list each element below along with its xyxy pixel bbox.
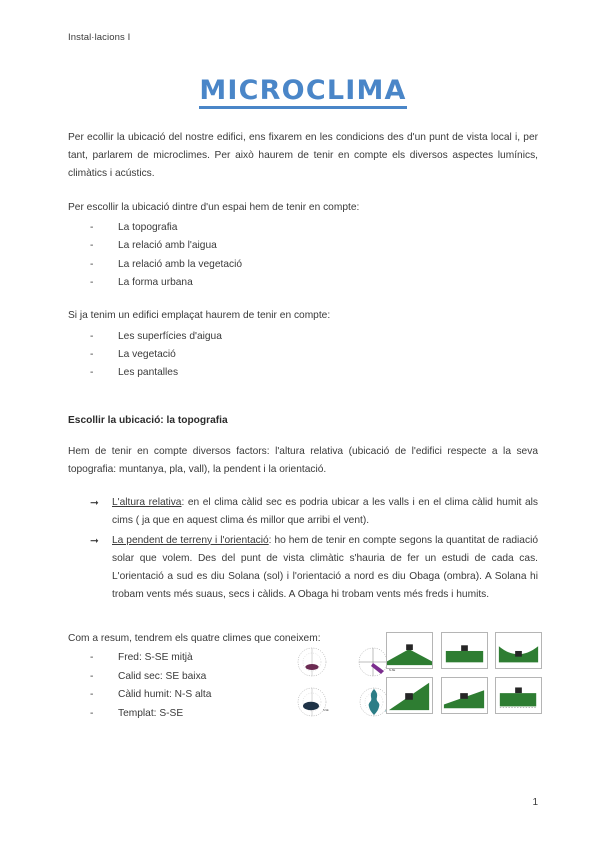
arrow-list-item — [90, 494, 538, 530]
list-item-label: Fred: S-SE mitjà — [118, 652, 193, 664]
dash-bullet-icon: - — [90, 240, 94, 252]
dash-bullet-icon: - — [90, 221, 94, 233]
topography-arrow-list — [68, 494, 538, 604]
list-item — [90, 364, 538, 382]
list-item — [90, 328, 538, 346]
document-header: Instal·lacions I — [68, 32, 131, 43]
dash-bullet-icon: - — [90, 277, 94, 289]
list-item — [90, 219, 538, 237]
list-item-label: La forma urbana — [118, 277, 193, 289]
dash-bullet-icon: - — [90, 670, 94, 682]
terrain-plain-diagram — [441, 632, 488, 669]
dash-bullet-icon: - — [90, 330, 94, 342]
dash-bullet-icon: - — [90, 689, 94, 701]
arrow-list-item — [90, 532, 538, 605]
arrow-item-term: L'altura relativa — [112, 497, 182, 509]
existing-building-lead-in: Si ja tenim un edifici emplaçat haurem de tenir en compte: — [68, 310, 331, 322]
terrain-diagram-grid — [386, 632, 544, 714]
existing-building-list — [68, 328, 538, 383]
arrow-right-icon: ➞ — [90, 497, 99, 510]
page-title-wrap — [68, 77, 538, 109]
list-item-label: Calid sec: SE baixa — [118, 670, 207, 682]
terrain-valley-diagram — [495, 632, 542, 669]
summary-row — [68, 630, 538, 723]
summary-section — [68, 630, 538, 723]
svg-text:S-SE: S-SE — [323, 709, 329, 713]
dash-bullet-icon: - — [90, 258, 94, 270]
list-item-label: Les superfícies d'aigua — [118, 330, 222, 342]
list-item — [90, 649, 268, 667]
terrain-flat-ground-diagram — [495, 677, 542, 714]
list-item — [90, 705, 268, 723]
topography-section-heading: Escollir la ubicació: la topografia — [68, 414, 228, 426]
dash-bullet-icon: - — [90, 707, 94, 719]
list-item — [90, 237, 538, 255]
dash-bullet-icon: - — [90, 349, 94, 361]
terrain-gentle-slope-diagram — [441, 677, 488, 714]
list-item-label: La topografia — [118, 221, 178, 233]
page-title: MICROCLIMA — [199, 77, 406, 109]
location-section-lead-in: Per escollir la ubicació dintre d'un espai hem de tenir en compte: — [68, 201, 360, 213]
list-item — [90, 274, 538, 292]
list-item — [90, 686, 268, 704]
arrow-item-text: : ho hem de tenir en compte segons la quantitat de radiació solar que volem. Des del punt de vista climàtic s'hauria de fer un estudi de cada cas. L'orientació a sud es diu Solana (sol) i l'orientació a nord es diu Obaga (ombra). A Solana hi trobam vents més suaus, secs i càlids. A Obaga hi trobam vents més freds i humits. — [112, 534, 538, 601]
location-section-list — [68, 219, 538, 293]
terrain-steep-slope-diagram — [386, 677, 433, 714]
list-item-label: Càlid humit: N-S alta — [118, 689, 212, 701]
list-item-label: La relació amb l'aigua — [118, 240, 217, 252]
summary-lead-in: Com a resum, tendrem els quatre climes que coneixem: — [68, 633, 321, 645]
list-item — [90, 346, 538, 364]
page-number: 1 — [532, 797, 538, 808]
intro-paragraph: Per ecollir la ubicació del nostre edifici, ens fixarem en les condicions des d'un punt de vista local i, per tant, parlarem de microclimes. Per això haurem de tenir en compte els diversos aspectes lumínics, climàtics i acústics. — [68, 132, 538, 180]
list-item-label: Templat: S-SE — [118, 707, 184, 719]
topography-paragraph: Hem de tenir en compte diversos factors: l'altura relativa (ubicació de l'edifici respecte a la seva topografia: muntanya, pla, vall), la pendent i la orientació. — [68, 445, 538, 476]
windrose-fred-diagram — [288, 644, 340, 680]
arrow-item-text: : en el clima càlid sec es podria ubicar a les valls i en el clima càlid humit als cims ( ja que en aquest clima és millor que arribi el vent). — [112, 497, 538, 527]
arrow-item-term: La pendent de terreny i l'orientació — [112, 534, 269, 546]
summary-climate-list — [68, 649, 268, 723]
dash-bullet-icon: - — [90, 367, 94, 379]
list-item-label: La relació amb la vegetació — [118, 258, 243, 270]
svg-text:N-SE: N-SE — [389, 669, 396, 673]
list-item — [90, 668, 268, 686]
list-item — [90, 256, 538, 274]
list-item-label: La vegetació — [118, 349, 176, 361]
windrose-calid-humit-diagram — [288, 684, 340, 720]
summary-text-column — [68, 630, 321, 723]
terrain-hilltop-diagram — [386, 632, 433, 669]
arrow-right-icon: ➞ — [90, 534, 99, 547]
dash-bullet-icon: - — [90, 652, 94, 664]
list-item-label: Les pantalles — [118, 367, 179, 379]
